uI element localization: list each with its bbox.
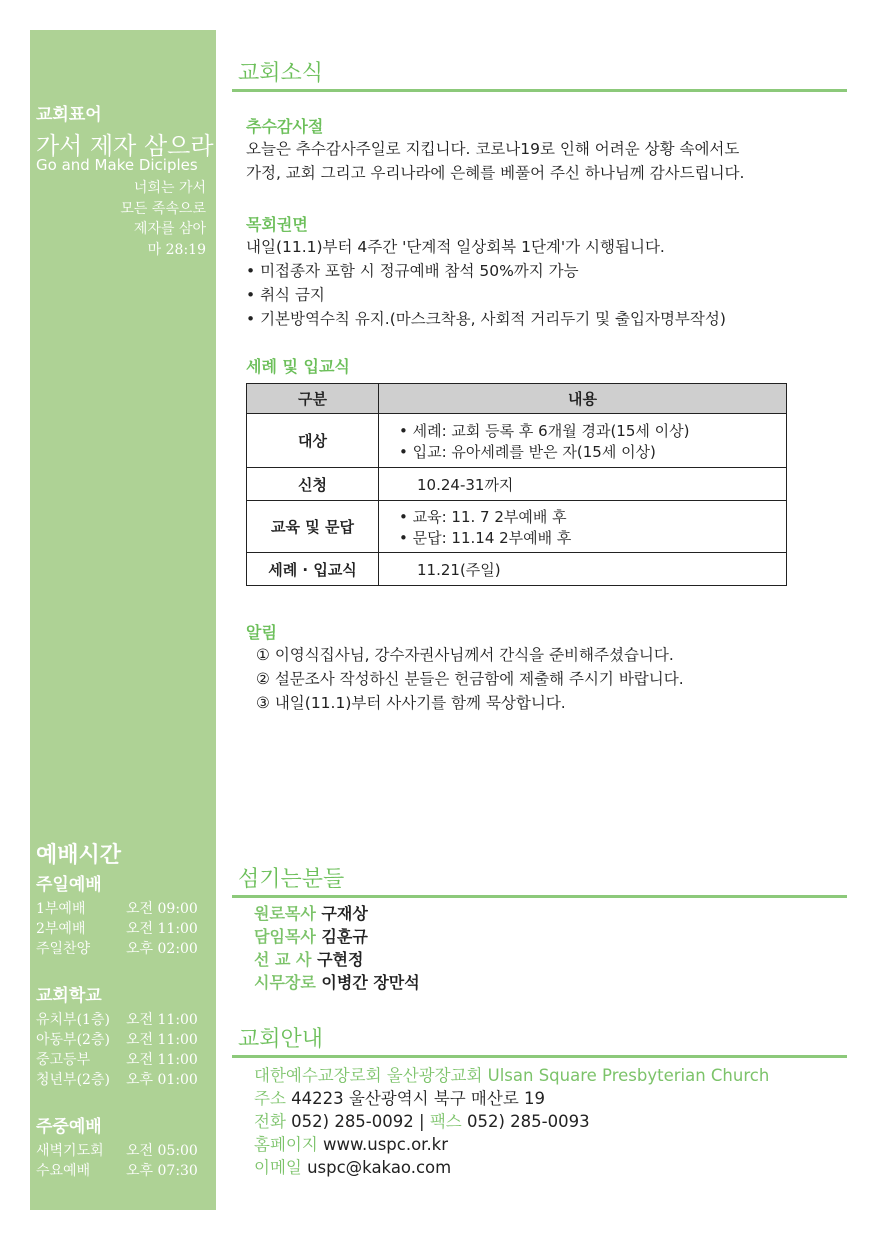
service-time: 오전 09:00	[126, 901, 198, 917]
address-label: 주소	[254, 1089, 286, 1108]
section-title-servers: 섬기는분들	[232, 862, 847, 898]
service-name: 주일찬양	[36, 941, 91, 957]
server-role: 시무장로	[254, 973, 316, 992]
motto: 가서 제자 삼으라	[36, 132, 214, 160]
verse-line: 마 28:19	[147, 241, 206, 258]
service-time: 오후 02:00	[126, 941, 198, 957]
service-name: 1부예배	[36, 901, 86, 917]
server-name: 김훈규	[321, 927, 368, 946]
group-title: 주일예배	[36, 875, 102, 895]
schedule-row	[36, 1141, 210, 1161]
schedule-row	[36, 1161, 210, 1181]
text-line: ③ 내일(11.1)부터 사사기를 함께 묵상합니다.	[256, 694, 566, 712]
fax: 052) 285-0093	[466, 1112, 590, 1131]
worship-schedule	[36, 870, 210, 1181]
table-row	[247, 553, 787, 586]
service-name: 유치부(1층)	[36, 1012, 110, 1028]
row-key: 세례 · 입교식	[247, 553, 379, 586]
service-time: 오전 11:00	[126, 1032, 198, 1048]
service-time: 오전 11:00	[126, 1052, 198, 1068]
row-key: 교육 및 문답	[247, 501, 379, 553]
service-name: 청년부(2층)	[36, 1072, 110, 1088]
service-time: 오전 11:00	[126, 1012, 198, 1028]
table-header	[247, 384, 787, 414]
motto-title: 교회표어	[36, 105, 102, 125]
schedule-row	[36, 1010, 210, 1030]
server-role: 선 교 사	[254, 950, 312, 969]
text-line: • 미접종자 포함 시 정규예배 참석 50%까지 가능	[246, 262, 579, 280]
group-title: 주중예배	[36, 1117, 102, 1137]
schedule-row	[36, 1030, 210, 1050]
service-name: 새벽기도회	[36, 1143, 104, 1159]
row-value: • 세례: 교회 등록 후 6개월 경과(15세 이상)	[399, 421, 690, 440]
subsection-title: 목회권면	[246, 215, 308, 234]
server-role: 원로목사	[254, 904, 316, 923]
table-row	[247, 468, 787, 501]
row-value: 11.21(주일)	[379, 553, 787, 586]
separator: |	[419, 1112, 425, 1131]
schedule-row	[36, 1050, 210, 1070]
sidebar	[30, 30, 216, 1210]
subsection-title: 알림	[246, 623, 277, 642]
service-name: 2부예배	[36, 921, 86, 937]
text-line: ② 설문조사 작성하신 분들은 헌금함에 제출해 주시기 바랍니다.	[256, 670, 684, 688]
service-name: 중고등부	[36, 1052, 91, 1068]
schedule-row	[36, 919, 210, 939]
subsection-title: 세례 및 입교식	[246, 357, 350, 376]
row-key: 신청	[247, 468, 379, 501]
server-row	[254, 902, 420, 925]
church-name: 대한예수교장로회 울산광장교회 Ulsan Square Presbyterian Church	[254, 1066, 770, 1085]
email-link[interactable]: uspc@kakao.com	[307, 1158, 452, 1177]
homepage-link[interactable]: www.uspc.or.kr	[323, 1135, 449, 1154]
verse-line: 제자를 삼아	[133, 221, 206, 237]
service-time: 오후 07:30	[126, 1163, 198, 1179]
column-header: 구분	[247, 384, 379, 414]
fax-label: 팩스	[429, 1112, 462, 1131]
service-name: 수요예배	[36, 1163, 91, 1179]
row-value: • 교육: 11. 7 2부예배 후	[399, 507, 567, 526]
server-role: 담임목사	[254, 927, 316, 946]
row-value: 10.24-31까지	[379, 468, 787, 501]
text-line: 오늘은 추수감사주일로 지킵니다. 코로나19로 인해 어려운 상황 속에서도	[246, 140, 740, 158]
schedule-row	[36, 939, 210, 959]
server-name: 이병간 장만석	[321, 973, 420, 992]
table-row	[247, 414, 787, 468]
server-row	[254, 971, 420, 994]
row-key: 대상	[247, 414, 379, 468]
service-name: 아동부(2층)	[36, 1032, 110, 1048]
text-line: ① 이영식집사님, 강수자권사님께서 간식을 준비해주셨습니다.	[256, 646, 674, 664]
pastoral-block	[246, 212, 726, 331]
subsection-title: 추수감사절	[246, 117, 324, 136]
worship-title: 예배시간	[36, 843, 122, 868]
verse-line: 모든 족속으로	[120, 200, 206, 217]
servers-list	[254, 902, 420, 994]
motto-en: Go and Make Diciples	[36, 156, 198, 174]
service-time: 오전 11:00	[126, 921, 198, 937]
group-title: 교회학교	[36, 986, 102, 1006]
section-title-news: 교회소식	[232, 56, 847, 92]
baptism-block	[246, 354, 787, 586]
homepage-label: 홈페이지	[254, 1135, 318, 1154]
email-label: 이메일	[254, 1158, 302, 1177]
bible-verse	[120, 178, 206, 260]
service-time: 오전 05:00	[126, 1143, 198, 1159]
service-time: 오후 01:00	[126, 1072, 198, 1088]
section-title-guide: 교회안내	[232, 1022, 847, 1058]
row-value: • 문답: 11.14 2부예배 후	[399, 528, 572, 547]
schedule-row	[36, 899, 210, 919]
phone-label: 전화	[254, 1112, 286, 1131]
text-line: • 취식 금지	[246, 286, 325, 304]
server-name: 구현정	[317, 950, 364, 969]
column-header: 내용	[379, 384, 787, 414]
server-name: 구재상	[321, 904, 368, 923]
table-row	[247, 501, 787, 553]
schedule-row	[36, 1070, 210, 1090]
server-row	[254, 948, 420, 971]
text-line: 가정, 교회 그리고 우리나라에 은혜를 베풀어 주신 하나님께 감사드립니다.	[246, 164, 745, 182]
server-row	[254, 925, 420, 948]
address: 44223 울산광역시 북구 매산로 19	[291, 1089, 545, 1108]
text-line: 내일(11.1)부터 4주간 '단계적 일상회복 1단계'가 시행됩니다.	[246, 238, 665, 256]
baptism-table	[246, 383, 787, 586]
phone: 052) 285-0092	[291, 1112, 414, 1131]
text-line: • 기본방역수칙 유지.(마스크착용, 사회적 거리두기 및 출입자명부작성)	[246, 310, 726, 328]
notice-block	[246, 620, 684, 715]
verse-line: 너희는 가서	[133, 180, 206, 196]
row-value: • 입교: 유아세례를 받은 자(15세 이상)	[399, 442, 656, 461]
thanksgiving-block	[246, 114, 744, 185]
church-info	[254, 1064, 769, 1179]
